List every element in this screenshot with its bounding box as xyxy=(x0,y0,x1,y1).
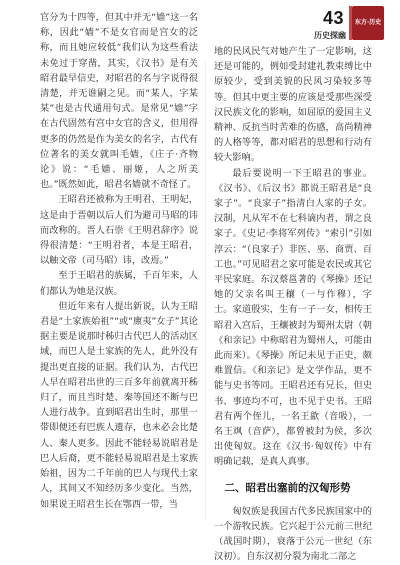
page-header xyxy=(240,0,400,48)
paragraph: 但近年来有人提出新说，认为王昭君是“土家族始祖”“或“廪夷”女子”其论据主要是说那时秭归古代巴人的活动区域，而巴人是土家族的先人，此外没有提出更直接的证据。我们认为，古代巴人早在昭君出世的三百多年前就离开秭归了，而且当时楚、秦等国还不断与巴人进行战争。直到昭君出生时，那里一带即便还有巴族人遗存，也未必会比楚人、秦人更多。因此不能轻易说昭君是巴人后裔，更不能轻易说昭君是土家族始祖，因为二千年前的巴人与现代土家人，其间又不知经历多少变化。当然，如果说王昭君生长在鄂西一带，当 xyxy=(40,300,198,510)
paragraph: 匈奴族是我国古代多民族国家中的一个游牧民族。它兴起于公元前三世纪（战国时期），衰落于公元一世纪（东汉初）。自东汉初分裂为南北二部之 xyxy=(214,505,372,563)
paragraph: 王昭君还被称为王明君、王明妃，这是由于晋朝以后人们为避司马昭的讳而改称的。晋人石崇《王明君辞序》说得很清楚：“王明君者，本是王昭君，以触文帝（司马昭）讳，改焉。” xyxy=(40,194,198,267)
page-number: 43 xyxy=(322,8,344,28)
section-name: 历史探幽 xyxy=(314,31,346,40)
paragraph: 地的民风民气对她产生了一定影响，这还是可能的，例如受封建礼教束缚比中原较少，受到美貌的民风习染较多等等。但其中更主要的应该是受那些深受汉民族文化的影响，如屈原的爱国主义精神、反抗当时苦难的伤感，高尚精神的人格等等，都对昭君的思想和行动有较大影响。 xyxy=(214,46,372,164)
column-gutter xyxy=(205,60,206,520)
section-tab: 东方·历史 xyxy=(352,6,384,40)
paragraph: 官分为十四等，但其中并无“嫱”这一名称，因此“嫱”不是女官而是宫女的泛称，而且她应较低“我们认为这些看法未免过于穿凿，其实，《汉书》是有关昭君最早信史，对昭君的名与字说得很清楚，并无谁嗣之见。而“某人，字某某”也是古代通用句式。是常见“嫱”字在古代固然有宫中女官的含义，但用得更多的仍然是作为美女的名字，古代有位著名的美女就叫毛嫱，《庄子·齐物论》说：“毛嫱、丽姬，人之所美也。”既然如此，昭君名嫱就不奇怪了。 xyxy=(40,12,198,191)
right-column xyxy=(214,44,372,565)
left-column xyxy=(40,10,198,512)
section-heading: 二、昭君出塞前的汉匈形势 xyxy=(224,481,351,494)
paragraph: 至于王昭君的族属，千百年来，人们都认为她是汉族。 xyxy=(40,270,198,297)
paragraph: 最后要说明一下王昭君的事业。《汉书》、《后汉书》都说王昭君是“良家子”。“良家子”指清白人家的子女。汉制，凡从军不在七科谪内者，谓之良家子。《史记·李将军列传》“索引”引如淳云：“（良家子）非医、巫、商贾、百工也。”可见昭君之家可能是农民或其它平民家庭。东汉蔡邕著的《琴操》还记她的父亲名叫王穰（一与作穆），字士。家道殷实，生有一子一女，相传王昭君入宫后，王穰被封为蜀州太尉（朝《和亲记》中称昭君为蜀州人，可能由此而来）。《琴操》所记未见于正史，颇难置信。《和亲记》是文学作品，更不能与史书等同。王昭君还有兄长，但史书、事迹均不可，也不见于史书。王昭君有两个侄儿，一名王歙（音吸），一名王飒（音萨），都曾被封为侯，多次出使匈奴。这在《汉书·匈奴传》中有明确记载，是真人真事。 xyxy=(214,167,372,468)
